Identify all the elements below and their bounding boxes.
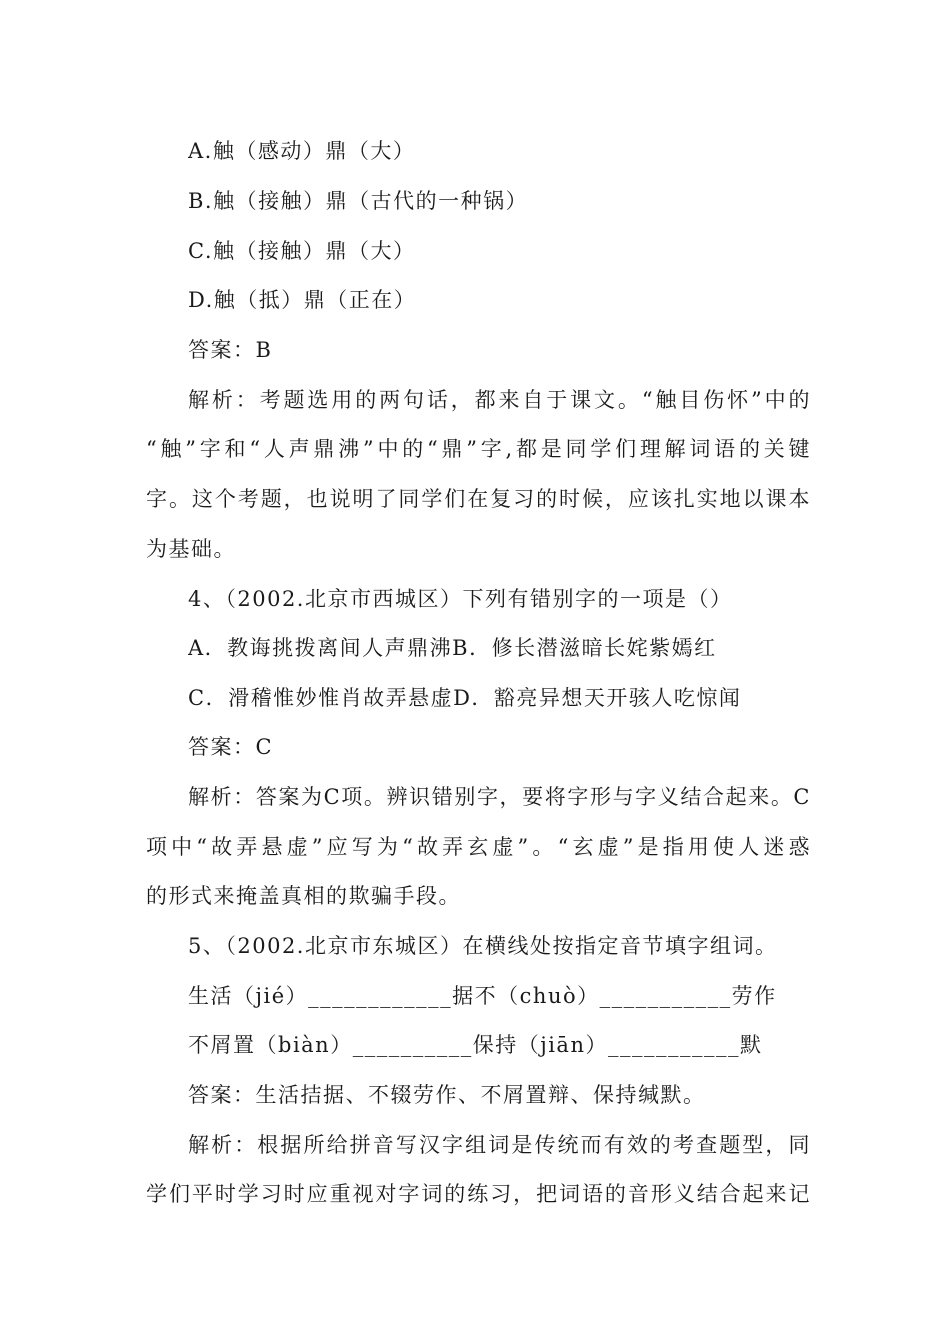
analysis-3-line-2: “触”字和“人声鼎沸”中的“鼎”字,都是同学们理解词语的关键 (146, 437, 811, 461)
option-d-line: D.触（抵）鼎（正在） (188, 288, 417, 312)
analysis-3-line-1: 解析：考题选用的两句话，都来自于课文。“触目伤怀”中的 (188, 388, 811, 412)
answer-3-line: 答案：B (188, 338, 273, 362)
answer-4-line: 答案：C (188, 735, 274, 759)
question-5-line: 5、（2002.北京市东城区）在横线处按指定音节填字组词。 (188, 934, 778, 958)
option-b-line: B.触（接触）鼎（古代的一种锅） (188, 189, 529, 213)
question-4-options-ab: A．教诲挑拨离间人声鼎沸B．修长潜滋暗长姹紫嫣红 (188, 636, 717, 660)
answer-5-line: 答案：生活拮据、不辍劳作、不屑置辩、保持缄默。 (188, 1083, 706, 1107)
analysis-3-line-4: 为基础。 (146, 537, 236, 561)
analysis-3-line-3: 字。这个考题，也说明了同学们在复习的时候，应该扎实地以课本 (146, 487, 811, 511)
analysis-4-line-2: 项中“故弄悬虚”应写为“故弄玄虚”。“玄虚”是指用使人迷惑 (146, 835, 811, 859)
question-4-line: 4、（2002.北京市西城区）下列有错别字的一项是（） (188, 587, 733, 611)
question-4-options-cd: C．滑稽惟妙惟肖故弄悬虚D．豁亮异想天开骇人吃惊闻 (188, 686, 742, 710)
question-5-blanks-1: 生活（jié）____________据不（chuò）___________劳作 (188, 984, 777, 1008)
analysis-5-line-1: 解析：根据所给拼音写汉字组词是传统而有效的考查题型，同 (188, 1133, 811, 1157)
analysis-4-line-1: 解析：答案为C项。辨识错别字，要将字形与字义结合起来。C (188, 785, 811, 809)
option-c-line: C.触（接触）鼎（大） (188, 239, 416, 263)
analysis-4-line-3: 的形式来掩盖真相的欺骗手段。 (146, 884, 461, 908)
option-a-line: A.触（感动）鼎（大） (188, 139, 416, 163)
question-5-blanks-2: 不屑置（biàn）__________保持（jiān）___________默 (188, 1033, 763, 1057)
analysis-5-line-2: 学们平时学习时应重视对字词的练习，把词语的音形义结合起来记 (146, 1182, 811, 1206)
